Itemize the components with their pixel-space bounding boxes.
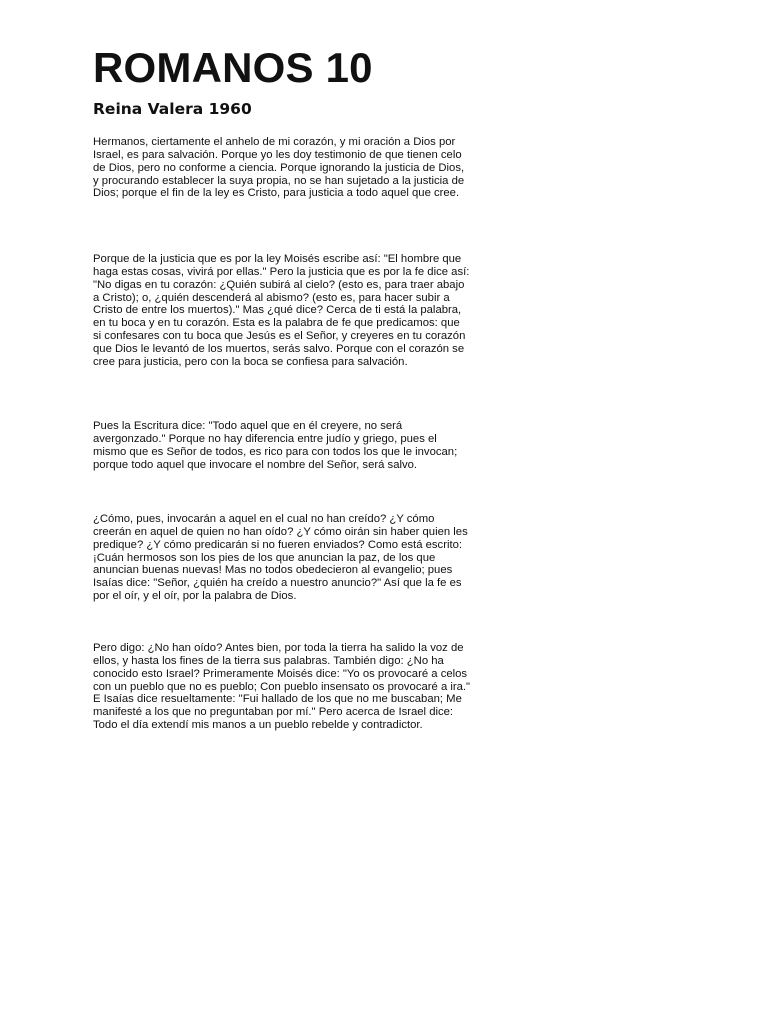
paragraph-5: Pero digo: ¿No han oído? Antes bien, por toda la tierra ha salido la voz de ellos, y hasta los fines de la tierra sus palabras. También digo: ¿No ha conocido esto Israel? Primeramente Moisés dice: "Yo os provocaré a celos con un pueblo que no es pueblo; Con pueblo insensato os provocaré a ira." E Isaías dice resueltamente: "Fui hallado de los que no me buscaban; Me manifesté a los que no preguntaban por mí." Pero acerca de Israel dice: Todo el día extendí mis manos a un pueblo rebelde y contradictor.: [93, 642, 471, 732]
paragraph-4: ¿Cómo, pues, invocarán a aquel en el cual no han creído? ¿Y cómo creerán en aquel de quien no han oído? ¿Y cómo oirán sin haber quien les predique? ¿Y cómo predicarán si no fueren enviados? Como está escrito: ¡Cuán hermosos son los pies de los que anuncian la paz, de los que anuncian buenas nuevas! Mas no todos obedecieron al evangelio; pues Isaías dice: "Señor, ¿quién ha creído a nuestro anuncio?" Así que la fe es por el oír, y el oír, por la palabra de Dios.: [93, 513, 468, 603]
paragraph-3: Pues la Escritura dice: "Todo aquel que en él creyere, no será avergonzado." Porque no hay diferencia entre judío y griego, pues el mismo que es Señor de todos, es rico para con todos los que le invocan; porque todo aquel que invocare el nombre del Señor, será salvo.: [93, 420, 458, 471]
paragraph-1: Hermanos, ciertamente el anhelo de mi corazón, y mi oración a Dios por Israel, es para salvación. Porque yo les doy testimonio de que tienen celo de Dios, pero no conforme a ciencia. Porque ignorando la justicia de Dios, y procurando establecer la suya propia, no se han sujetado a la justicia de Dios; porque el fin de la ley es Cristo, para justicia a todo aquel que cree.: [93, 136, 465, 200]
page-title: ROMANOS 10: [93, 44, 373, 91]
page-subtitle: Reina Valera 1960: [93, 100, 252, 118]
document-page: [93, 44, 473, 732]
paragraph-2: Porque de la justicia que es por la ley Moisés escribe así: "El hombre que haga estas cosas, vivirá por ellas." Pero la justicia que es por la fe dice así: "No digas en tu corazón: ¿Quién subirá al cielo? (esto es, para traer abajo a Cristo); o, ¿quién descenderá al abismo? (esto es, para hacer subir a Cristo de entre los muertos)." Mas ¿qué dice? Cerca de ti está la palabra, en tu boca y en tu corazón. Esta es la palabra de fe que predicamos: que si confesares con tu boca que Jesús es el Señor, y creyeres en tu corazón que Dios le levantó de los muertos, serás salvo. Porque con el corazón se cree para justicia, pero con la boca se confiesa para salvación.: [93, 253, 470, 368]
